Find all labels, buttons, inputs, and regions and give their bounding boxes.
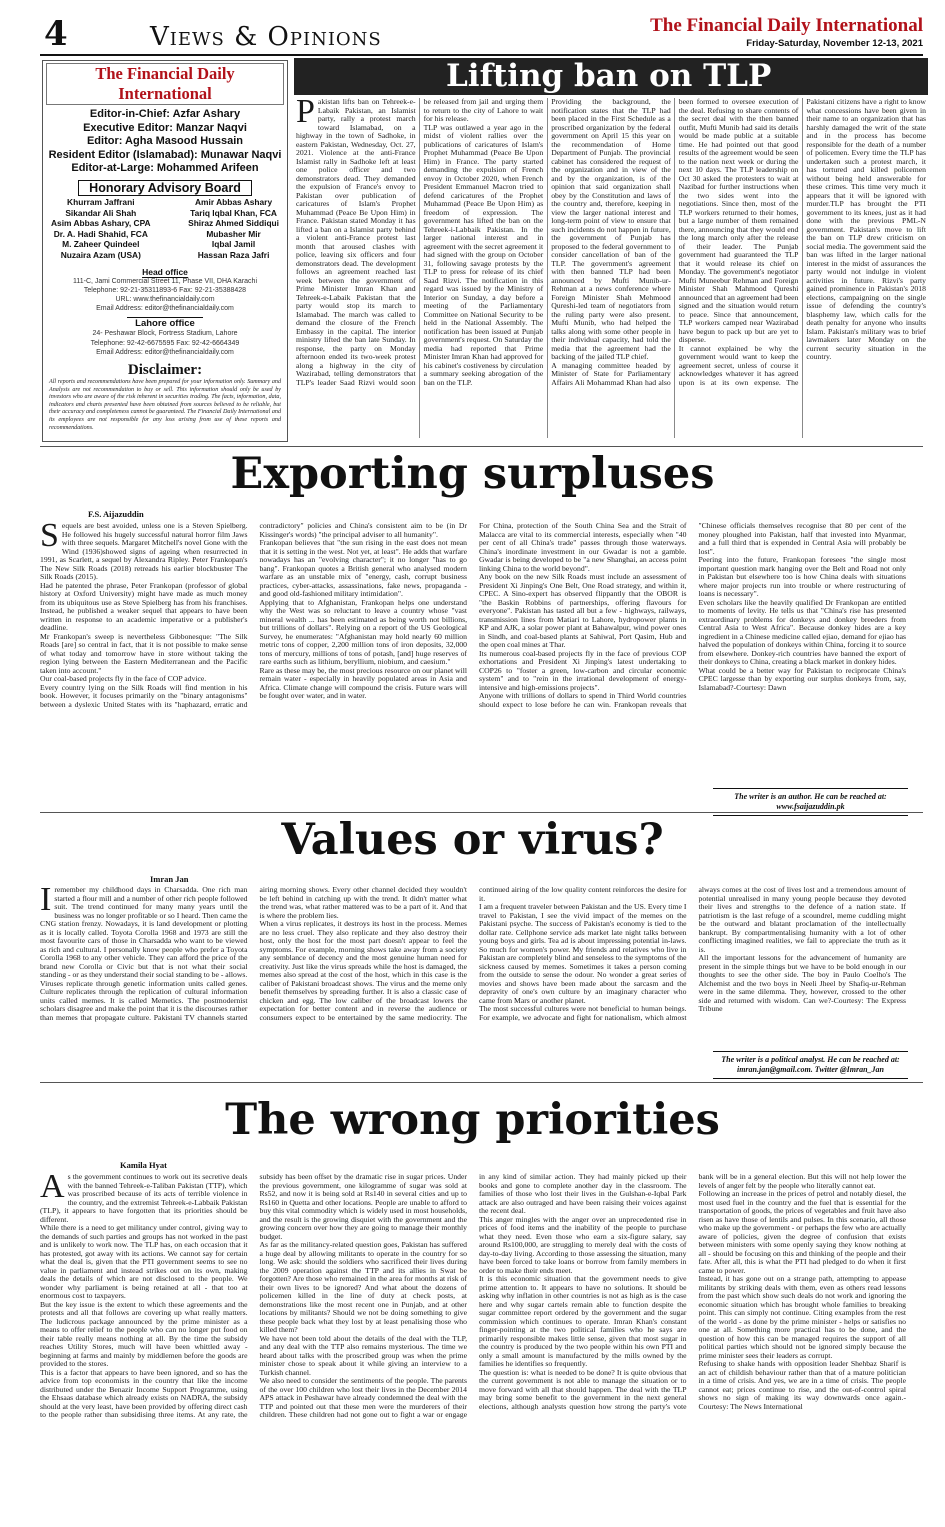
lahore-office-address: 24- Peshawar Block, Fortress Stadium, Lahore Telephone: 92-42-6675595 Fax: 92-42-6664349 Email Address: editor@thefinancialdaily.com [90,330,240,356]
paragraph: We also need to consider the sentiments of the people. The parents of the over 100 children who lost their lives in the December 2014 APS attack in Peshawar have already condemned the deal with the TTP and pointed out that these men were the murderers of their children. These children had not gone out to fight a war or engage in any kind of similar action. They had mainly picked up their books and gone to complete another day in the classroom. The families of those who lost their lives in the Gulshan-e-Iqbal Park attack are also outraged and have been raising their voices against the recent deal. [259,1173,687,1419]
paragraph: For China, protection of the South China Sea and the Strait of Malacca are vital to its commercial interests, especially when "40 per cent of all China's trade" passes through those waterways. China's inordinate investment in our Gwadar is not a gamble. Gwadar is being developed to be "a new Shanghai, an access point linking China to the world beyond". [479,522,687,573]
headline-wrong-priorities: The wrong priorities [225,1095,720,1145]
paragraph: Frankopan believes that "the sun rising in the east does not mean that it is setting in the west. Not yet, at least". He adds that warfare nowadays has an "evolving character"; it no longer "has to go bang". Frankopan quotes a British general who analysed modern warfare as an unstable mix of "energy, cash, corrupt business practices, cyber-attacks, assassinations, fake news, propaganda - and good old-fashioned military intimidation". [259,538,467,598]
article-exporting-body [40,522,906,788]
paragraph: Mr Frankopan's sweep is nevertheless Gibbonesque: "The Silk Roads [are] so central in fact, that it is not possible to make sense of what today and tomorrow have in store without taking the region lying between the Eastern Mediterranean and the Pacific taken into account." [40,631,248,675]
paragraph: This is a factor that appears to have been ignored, and so has the advice from top economists in the country that like the income distributed under the Benazir Income Support Programme, using the Ehsaas database which already exists on NADRA, the subsidy should at the very least, have been provided by offering direct cash to the people rather than subsidising three items. At any rate, the subsidy has been offset by the dramatic rise in sugar prices. Under the previous government, one kilogramme of sugar was sold at Rs52, and now it is being sold at Rs140 in several cities and up to Rs160 in Quetta and other locations. People are unable to afford to buy this vital commodity which is widely used in most households, and the result is the growing disquiet with the government and the growing concern over how they are going to manage their monthly budget. [40,1173,467,1419]
headline-values-or-virus: Values or virus? [281,815,664,865]
paragraph: The most successful cultures were not beneficial to human beings. For example, we advocate and fight for nationalism, which almost always comes at the cost of lives lost and a tremendous amount of potential unrealised in many young people because they devoted their lives and strengths to the defence of a nation state. If patriotism is the last refuge of a scoundrel, meme cuddling might be the outward and blatant proclamation of the intellectually bankrupt. By compartmentalising humanity with a lot of other conflicting imagined realities, we fail to appreciate the truth as it is. [479,886,906,1022]
paragraph: When a virus replicates, it destroys its host in the process. Memes are no less cruel. They also replicate and they also destroy their host, only the host for the most part doesn't appear to feel the symptoms. For example, morning shows take away from a society any semblance of decency and the most genuine human need for creativity. Just like the virus spreads while the host is damaged, the memes also spread at the cost of the host, which in this case is the caliber of Pakistani broadcast shows. The virus and the meme only benefit themselves by spreading further. It is also a classic case of chicken and egg. The low caliber of the broadcast lowers the expectation for better content and in reverse the audience or consumers expect to be entertained by the same mediocrity. The continued airing of the low quality content reinforces the desire for it. [259,886,687,1022]
editorial-staff [43,108,287,176]
editor-in-chief: Editor-in-Chief: Azfar Ashary [89,108,241,120]
paragraph: It cannot explained be why the government would want to keep the agreement secret, unless of course it acknowledges whatever it has agreed upon is at its own expense. The Pakistani citizens have a right to know what concessions have been given in their name to an organization that has harshly damaged the writ of the state and in the process has become responsible for the death of a number of policemen. Every time the TLP has undertaken such a protest march, it has tortured and killed policemen without being held answerable for these crimes. This time very much it appears that it will be ignored with murder.TLP has brought the PTI government to its knees, just as it had done with the previous PML-N government. Pakistan's move to lift the ban on TLP drew criticism on social media. The government said the ban was lifted in the larger national interest in the midst of assurances the party would not indulge in violent activities in future. Rizvi's party gained prominence in Pakistan's 2018 elections, campaigning on the single issue of defending the country's blasphemy law, which calls for the death penalty for anyone who insults Islam. Pakistan's military was to brief lawmakers later Monday on the current security situation in the country. [678,98,926,387]
divider [40,1082,923,1083]
article-values-body [40,886,906,1052]
resident-editor: Resident Editor (Islamabad): Munawar Naqvi [48,148,282,161]
editor: Editor: Agha Masood Hussain [86,135,244,148]
divider [40,446,923,447]
paragraph: Iremember my childhood days in Charsadda. One rich man started a flour mill and a number of other rich people followed suit. The trend continued for many many years until the business was no longer profitable or so I heard. Then came the CNG station frenzy. Nowadays, it is land development or plotting as it is locally called. Toyota Corolla 1968 and 1973 are still the most favourite cars of those in Charsadda who want to be viewed as rich and cultural. I personally know people who prefer a Toyota Corolla 1968 to any other vehicle. They can afford the price of the brand new Corolla or Civic but that is not what their social standing - or as they understand their social standing to be - allows. [40,886,248,979]
board-right-column: Amir Abbas Ashary Tariq Iqbal Khan, FCA Shiraz Ahmed Siddiqui Mubasher Mir Iqbal Jamil Hassan Raza Jafri [188,196,279,260]
advisory-board-title: Honorary Advisory Board [43,181,287,195]
paragraph: Its numerous coal-based projects fly in the face of previous COP exhortations and President Xi Jinping's latest undertaking to COP26 to "foster a green, low-carbon and circular economic system" and to "rein in the irrational development of energy-intensive and high-emissions projects". [479,648,687,692]
paragraph: TLP was outlawed a year ago in the midst of violent rallies over the publications of caricatures of Islam's Prophet Muhammad (Peace Be Upon Him) in France. The party started demanding the expulsion of French envoy in October 2020, when French President Emmanuel Macron tried to defend caricatures of the Prophet Muhammad (Peace Be Upon Him) as freedom of expression. The government has lifted the ban on the Tehreek-i-Labbaik Pakistan. In the larger national interest and in agreement with the secret agreement it had signed with the group on October 31, following savage protests by the TLP to press for release of its chief Saad Rizvi. The notification in this regard was issued by the Ministry of Interior on Sunday, a day before a meeting of the Parliamentary Committee on National Security to be held in the National Assembly. The notification has been issued at Punjab government's request. On Saturday the media had reported that Prime Minister Imran Khan had approved for his cabinet's costiveness by circulation a summary seeking abrogation of the ban on the TLP. [423,122,544,387]
paragraph: All the important lessons for the advancement of humanity are present in the simple things but we have to be bold enough in our thoughts to see the other side. The boy in Paulo Coelho's The Alchemist and the two boys in Neeli Jheel by Shafiq-ur-Rehman were in the same dilemma. They, however, crossed to the other side and returned with wisdom. Can we?-Courtesy: The Express Tribune [698,953,906,1013]
paragraph: A managing committee headed by Minister of State for Parliamentary Affairs Ali Mohammad Khan had also been formed to oversee execution of the deal. Refusing to share contents of the secret deal with the then banned outfit, Mufti Munib had said its details would be made public at a suitable time. He had pointed out that good results of the agreement would be seen to the nation next week or during the next 10 days. The TLP leadership on Oct 30 asked the protesters to wait at Nazibad for further instructions when the two sides went into the negotiations. Since then, most of the TLP workers returned to their homes, but a large number of them remained there, announcing that they would end the long march only after the release of their leader. The Punjab government had guaranteed the TLP that it would release its chief on Monday. The government's negotiator Mufti Muneebur Rehman and Foreign Minister Shah Mahmood Qureshi announced that an agreement had been signed and the situation would return to peace. Since that announcement, TLP workers camped near Wazirabad have begun to pack up but are yet to disperse. [551,98,799,387]
headline-exporting-surpluses: Exporting surpluses [230,449,715,499]
divider [40,812,923,813]
issue-date: Friday-Saturday, November 12-13, 2021 [746,38,923,49]
masthead-name: The Financial Daily International [650,15,923,36]
head-office-title: Head office [142,266,188,277]
editorial-box [42,60,288,442]
section-title: Views & Opinions [150,22,382,52]
paragraph: As the government continues to work out its secretive deals with the banned Tehreek-e-Taliban Pakistan (TTP), which was proscribed because of its acts of terrible violence in the country, and the extremist Tehreek-e-Labbaik Pakistan (TLP), it appears to have forgotten that its priorities should be different. [40,1173,248,1224]
board-left-column: Khurram Jaffrani Sikandar Ali Shah Asim Abbas Ashary, CPA Dr. A. Hadi Shahid, FCA M. Zaheer Quindeel Nuzaira Azam (USA) [51,196,151,260]
paragraph: Our coal-based projects fly in the face of COP advice. [40,674,207,683]
paragraph: Instead, it has gone out on a strange path, attempting to appease militants by striking deals with them, even as others read lessons from the past which show such deals do not work and ignoring the economic situation which has brought whole families to breaking point. This can simply not continue. Citing examples from the rest of the world - as done by the prime minister - helps or satisfies no one at all. Something more practical has to be done, and the question of how this can be managed requires the support of all political parties which should not be ignored simply because the prime minister sees their leaders as corrupt. [698,1274,906,1360]
article-priorities-body [40,1173,906,1523]
paragraph: Viruses replicate through genetic information units called genes. Culture replicates through the replication of cultural information units called memes. It is called Memetics. The postmodernist scholars disagree and make the point that it is the discourses rather than memes that propagate culture. Pakistani TV channels started airing morning shows. Every other channel decided they wouldn't be left behind in catching up with the trend. It didn't matter what the trend was, what rather mattered was to be a part of it. And that is where the problem lies. [40,886,467,1022]
author-note: The writer is an author. He can be reached at: www.fsaijazuddin.pk [713,788,908,816]
executive-editor: Executive Editor: Manzar Naqvi [83,121,247,134]
headline-lifting-ban: Lifting ban on TLP [294,58,928,95]
paragraph: Sequels are best avoided, unless one is a Steven Spielberg. He followed his hugely successful natural horror film Jaws with three sequels. Margaret Mitchell's novel Gone with the Wind (1936)showed signs of ageing when resurrected in 1991, as Scarlett, a sequel by Alexandra Ripley. Peter Frankopan's The New Silk Roads (2018) retreads his earlier blockbuster The Silk Roads (2015). [40,522,248,581]
author-byline: F.S. Aijazuddin [88,509,144,519]
paragraph: Following an increase in the prices of petrol and notably diesel, the most used fuel in the country and the fuel that is essential for the transportation of goods, the prices of vegetables and fruit have also risen as have those of lentils and pulses. In this scenario, all those who make up the government - or perhaps the few who are actually aware of policies, given the degree of confusion that exists between ministers with some openly saying they know nothing at all - should be focusing on this and thinking of the people and their fate. After all, this is what the PTI had pledged to do when it first came to power. [698,1189,906,1275]
lahore-office-title: Lahore office [43,318,287,329]
paragraph: Every country lying on the Silk Roads will find mention in his book. However, it focuses primarily on the "binary antagonisms" between a dyslexic United States with its "haphazard, erratic and contradictory" policies and China's consistent aim to be (in Dr Kissinger's words) "the principal adviser to all humanity". [40,522,467,709]
author-byline: Imran Jan [150,874,189,884]
disclaimer-text: All reports and recommendations have been prepared for your information only. Summary and Analysis are not recommendation to buy or sell. This information should only be used by investors who are aware of the risk inherent in securities trading. The facts, information, data, indicators and charts presented have been obtained from sources believed to be reliable, but their accuracy and completeness cannot be guaranteed. The Financial Daily International and its employees are not responsible for any loss arising from use of these reports and recommendations. [49,378,281,431]
paragraph: Peering into the future, Frankopan foresees "the single most important question mark hanging over the Belt and Road not only in Pakistan but elsewhere too is how China deals with situations where major projects run into trouble or where restructuring of loans is necessary". [698,555,906,598]
advisory-board-members [43,197,287,261]
paragraph: This anger mingles with the anger over an unprecedented rise in prices of food items and the inability of the people to purchase what they need. Even those who earn a six-figure salary, say around Rs100,000, are struggling to merely deal with the costs of day-to-day living. According to those assessing the situation, many have been forced to take loans or borrow from family members in order to make their ends meet. [479,1214,687,1275]
paragraph: But the key issue is the extent to which these agreements and the protests and all that follows are covering up what really matters. The ludicrous package announced by the prime minister as a means to offer relief to the people who can no longer put food on their table really means nothing at all. By the time the subsidy reaches Utility Stores, much will have been whittled away - beginning at farms and mainly by middlemen before the goods are provided to the stores. [40,1299,248,1368]
author-note: The writer is a political analyst. He can be reached at: imran.jan@gmail.com. Twitter @Imran_Jan [713,1051,908,1079]
paragraph: While there is a need to get militancy under control, giving way to the demands of such parties and groups has not worked in the past and is unlikely to work now. The TLP has, on each occasion that it has protested, got away with its actions. We cannot say for certain what the deal is, given that the PTI government seems to see no value in parliament and instead strikes out on its own, making deals the details of which are not disclosed to the people. We wonder why parliament is being retained at all - that too at enormous cost to taxpayers. [40,1223,248,1300]
article-lifting-ban-body [296,98,926,438]
paragraph: Providing the background, the notification states that the TLP had been placed in the First Schedule as a proscribed organization by the federal government on April 15 this year on the recommendation of Home Department of Punjab. The provincial cabinet has considered the request of the organization and in view of the and by the organization, is of the opinion that said organization shall obey by the Constitution and laws of the country and, therefore, keeping in view the larger national interest and long-term point of view to ensure that such incidents do not happen in future, the government of Punjab has proposed to the federal government to consider cancellation of ban of the TLP. The government's agreement with then banned TLP had been announced by Mufti Munib-ur-Rehman at a news conference where Foreign Minister Shah Mehmood Qureshi-led team of negotiators from the ruling party were also present. Mufti Munib, who had helped the talks along with some other people in their individual capacity, had told the media that the agreement had the backing of the jailed TLP chief. [551,98,671,361]
paragraph: Had he patented the phrase, Peter Frankopan (professor of global history at Oxford University) might have made as much money from its ubiquitous use as Steve Spielberg has from his franchises. Instead, he published a weaker sequel that appears to have been written in response to an academic imperative or a publisher's deadline. [40,580,248,632]
paragraph: Even scholars like the heavily qualified Dr Frankopan are entitled to moments of levity. He tells us that "China's rise has presented extraordinary problems for donkeys and donkey breeders from Central Asia to West Africa". Because donkey hides are a key ingredient in a Chinese medicine called ejiao, demand for ejiao has halved the population of donkeys within China, forcing it to source from elsewhere. Donkey-rich countries have banned the export of their donkeys to China, creating a black market in donkey hides. [698,597,906,666]
paragraph: Applying that to Afghanistan, Frankopan helps one understand why the West was so reluctant to leave a country whose "vast mineral wealth ... has been estimated as being worth not billions, but trillions of dollars". Relying on a report of the US Geological Survey, he enumerates: "Afghanistan may hold nearly 60 million metric tons of copper, 2,200 million tons of iron deposits, 32,000 tons of mercury, millions of tons of potash, [and] huge reserves of rare earths such as lithium, beryllium, niobium, and caesium." [259,597,467,666]
head-office-address: 111-C, Jami Commercial Street 11, Phase VII, DHA Karachi Telephone: 92-21-35311893-6 Fax: 92-21-35388428 URL: www.thefinancialdaily.com Email Address: editor@thefinancialdaily.com [72,277,257,313]
editor-at-large: Editor-at-Large: Mohammed Arifeen [71,162,259,175]
paragraph: Pakistan lifts ban on Tehreek-e-Labaik Pakistan, an Islamist party, rally a protest march toward Islamabad, on a highway in the town of Sadhoke, in eastern Pakistan, Wednesday, Oct. 27, 2021. Violence at the anti-France Islamist rally in Sadhoke left at least one police officer and two demonstrators dead. They demanded the expulsion of France's envoy to Pakistan over publication of caricatures of Islam's Prophet Muhammad (Peace Be Upon Him) in France. Pakistan stated Monday it has lifted a ban on a Islamist party behind a violent anti-France protest last month that aroused clashes with police, leaving six officers and four demonstrators dead. The development follows an agreement reached last week between the government of Prime Minister Imran Khan and Tehreek-e-Labaik Pakistan that the party would stop its march to Islamabad. The march was called to demand the closure of the French Embassy in the capital. The interior ministry lifted the ban late Sunday. In response, the party on Monday afternoon ended its two-week protest along a highway in the city of Wazirabad, telling demonstrators that TLP's leader Saad Rizvi would soon be released from jail and urging them to return to the city of Lahore to wait for his release. [296,98,544,387]
masthead [650,14,923,49]
paragraph: The question is: what is needed to be done? It is quite obvious that the current government is not able to manage the situation or to move forward with all that should happen. The deal with the TLP may bring some benefit to the government in the next general elections, although analysts question how strong the party's vote bank will be in a general election. But this will not help lower the levels of anger felt by the people who literally cannot eat. [479,1173,906,1411]
paragraph: Any book on the new Silk Roads must include an assessment of President Xi Jinping's One Belt, One Road strategy, and within it, CPEC. A Sino-expert has observed flippantly that the OBOR is "the Baskin Robbins of partnerships, offering flavours for everyone". Pakistan has tasted all but a few - highways, railways, transmission lines from Matiari to Lahore, hydropower plants in KP and AJK, a solar power plant at Bahawalpur, wind power ones in Sindh, and coal-based plants at Sahiwal, Port Qasim, Hub and the open coal mines at Thar. [479,572,687,649]
disclaimer-title: Disclaimer: [127,361,203,378]
editorial-newspaper-name: The Financial Daily International [46,63,284,105]
author-byline: Kamila Hyat [120,1160,167,1170]
page-number: 4 [44,14,68,54]
paragraph: It is this economic situation that the government needs to give prime attention to. It appears to have no solutions. It should be asking why inflation in other countries is not as high as is the case here and why sugar cartels remain able to function despite the sugar committee report ordered by the government and the sugar commission which continues to operate. Imran Khan's constant finger-pointing at the two political families who he says are primarily responsible makes little sense, given that most sugar in the country is produced by the two people within his own PTI and only a small amount is manufactured by the mills owned by the families he identifies so frequently. [479,1274,687,1368]
page-header [40,14,923,56]
paragraph: I am a frequent traveler between Pakistan and the US. Every time I travel to Pakistan, I see the vivid impact of the memes on the Pakistani psyche. The success of Pakistan's economy is tied to the dollar rate. Cellphone service ads market late night talks between young boys and girls. Tea ad is about impressing potential in-laws. So much for women's power. My friends and relatives who live in Pakistan are completely blind and senseless to the symptoms of the sickness caused by memes. Sometimes it takes a person coming from the outside to sense the odour. No wonder a great series of movies and shows have been made about the sarcasm and the depravity of one's own culture by an imaginary character who came from Mars or another planet. [479,902,687,1005]
paragraph: Anyone with trillions of dollars to spend in Third World countries should expect to lose before he can win. Frankopan reveals that "Chinese officials themselves recognise that 80 per cent of the money ploughed into Pakistan, half that invested into Myanmar, and a full third that is expended in Central Asia will probably be lost". [479,522,906,709]
paragraph: Refusing to shake hands with opposition leader Shehbaz Sharif is an act of childish behaviour rather than that of a mature politician in a time of crisis. And yes, we are in a time of crisis. The people cannot eat; prices continue to rise, and the out-of-control spiral shows no sign of making its way downwards once again.-Courtesy: The News International [698,1359,906,1411]
paragraph: Rare as these may be, the most precious resource on our planet will remain water - especially in heavily populated areas in Asia and Africa. Climate change will compound the crisis. Future wars will be fought over water, and in water. [259,665,467,700]
paragraph: We have not been told about the details of the deal with the TLP, and any deal with the TTP also remains mysterious. The time we heard about talks with the proscribed group was when the prime minister chose to speak about it while giving an interview to a Turkish channel. [259,1333,467,1377]
paragraph: As far as the militancy-related question goes, Pakistan has suffered a huge deal by allowing militants to operate in the country for so long. We ask: should the soldiers who sacrificed their lives during the 2009 operation against the TTP and its allies in Swat be forgotten? Are those who remained in the area for months at risk of their own lives to be ignored? And what about the dozens of policemen killed in the line of duty at check posts, at demonstrations like the most recent one in Punjab, and at other locations by militants? Should we not be doing something to give these people back what they lost by at least penalising those who killed them? [259,1240,467,1334]
paragraph: What could be a better way for Pakistan to reciprocate China's CPEC largesse than by exporting our surplus donkeys from, say, Islamabad?-Courtesy: Dawn [698,665,906,692]
